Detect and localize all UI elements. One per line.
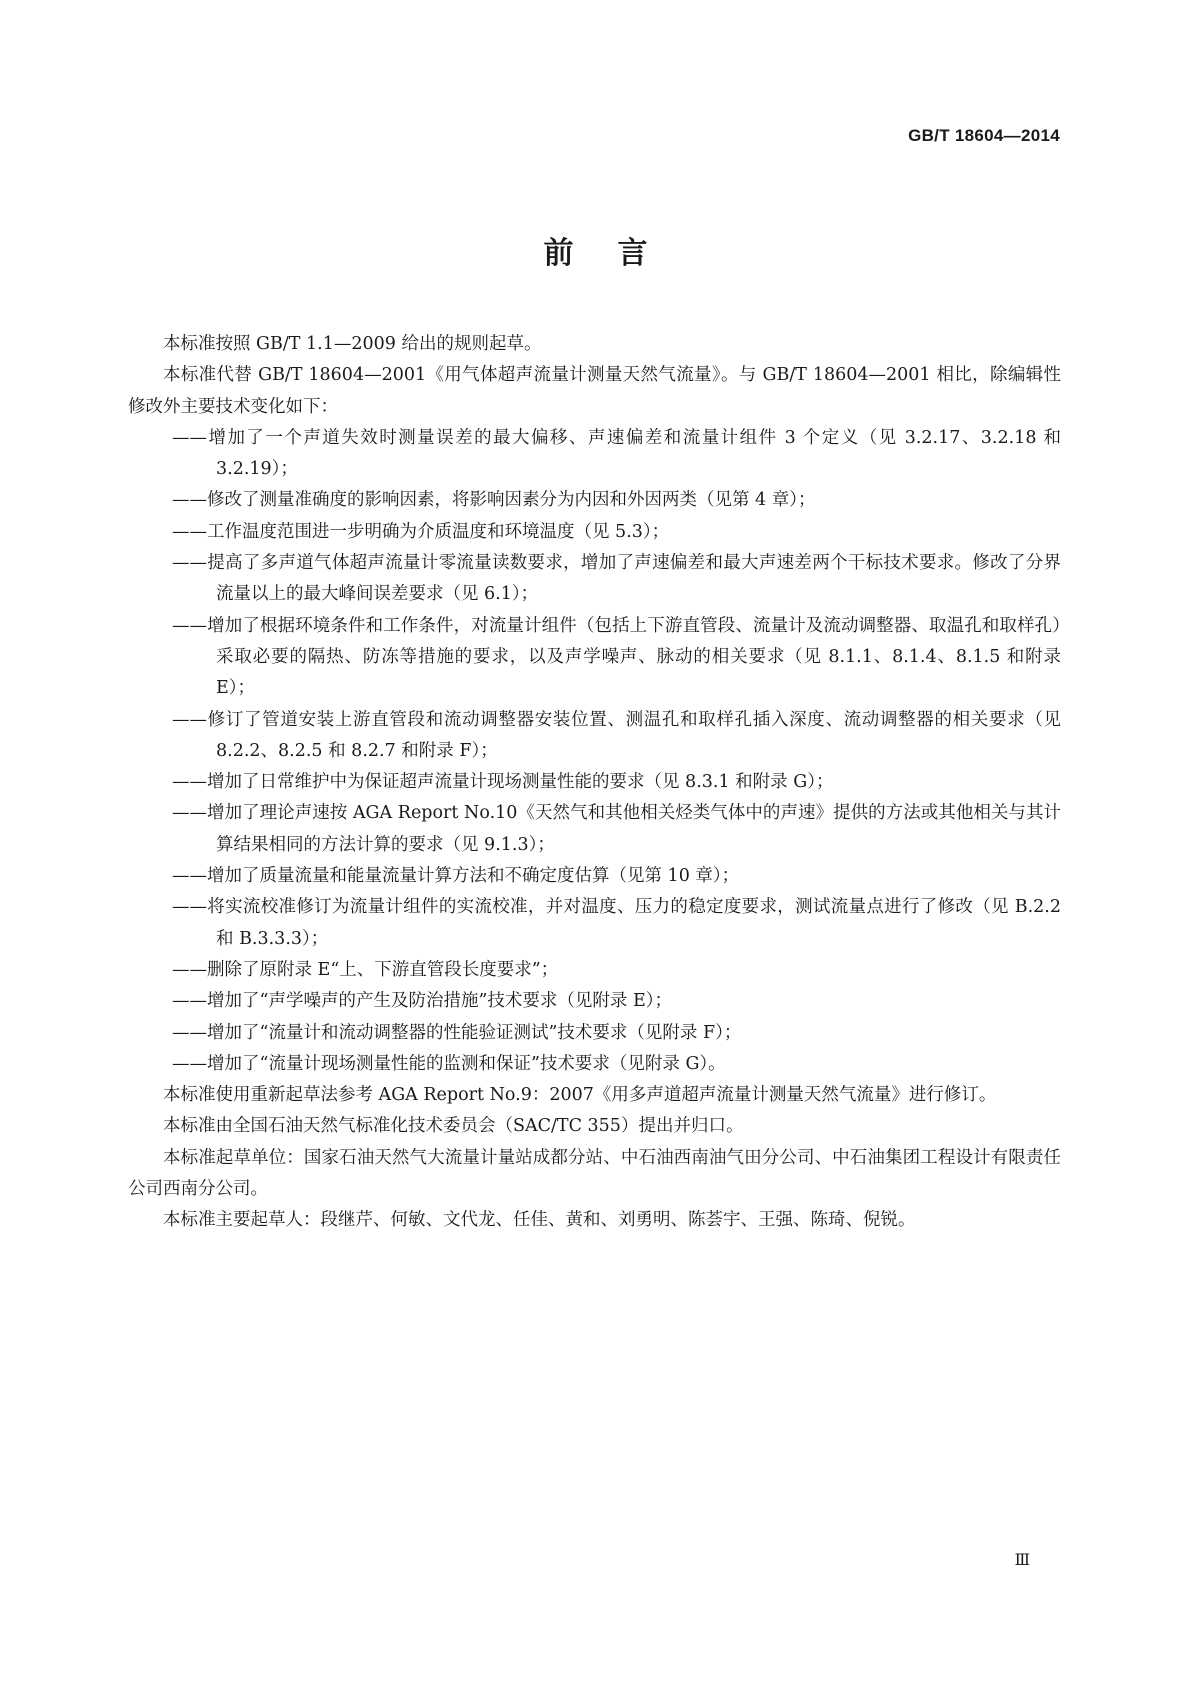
change-item: ——删除了原附录 E“上、下游直管段长度要求”； [172, 959, 559, 980]
paragraph-drafting-method: 本标准使用重新起草法参考 AGA Report No.9：2007《用多声道超声流量计测量天然气流量》进行修订。 [163, 1085, 997, 1106]
change-item: ——增加了理论声速按 AGA Report No.10《天然气和其他相关烃类气体中的声速》提供的方法或其他相关与其计算结果相同的方法计算的要求（见 9.1.3）； [172, 803, 1061, 855]
paragraph-drafting-units: 本标准起草单位：国家石油天然气大流量计量站成都分站、中石油西南油气田分公司、中石油集团工程设计有限责任公司西南分公司。 [128, 1147, 1061, 1200]
change-item: ——修订了管道安装上游直管段和流动调整器安装位置、测温孔和取样孔插入深度、流动调整器的相关要求（见 8.2.2、8.2.5 和 8.2.7 和附录 F）； [172, 709, 1061, 761]
change-item: ——将实流校准修订为流量计组件的实流校准，并对温度、压力的稳定度要求，测试流量点进行了修改（见 B.2.2 和 B.3.3.3）； [172, 897, 1061, 949]
paragraph-drafting-rules: 本标准按照 GB/T 1.1—2009 给出的规则起草。 [163, 334, 542, 354]
paragraph-replacement: 本标准代替 GB/T 18604—2001《用气体超声流量计测量天然气流量》。与 GB/T 18604—2001 相比，除编辑性修改外主要技术变化如下： [128, 365, 1061, 417]
change-item: ——工作温度范围进一步明确为介质温度和环境温度（见 5.3）； [172, 521, 670, 542]
change-item: ——增加了“流量计和流动调整器的性能验证测试”技术要求（见附录 F）； [172, 1022, 742, 1043]
change-item: ——增加了质量流量和能量流量计算方法和不确定度估算（见第 10 章）； [172, 866, 740, 887]
change-item: ——增加了日常维护中为保证超声流量计现场测量性能的要求（见 8.3.1 和附录 G）； [172, 772, 834, 793]
page-title: 前言 [543, 236, 692, 271]
change-item: ——修改了测量准确度的影响因素，将影响因素分为内因和外因两类（见第 4 章）； [172, 490, 816, 511]
change-item: ——提高了多声道气体超声流量计零流量读数要求，增加了声速偏差和最大声速差两个干标技术要求。修改了分界流量以上的最大峰间误差要求（见 6.1）； [172, 553, 1061, 605]
page-number: Ⅲ [1014, 1550, 1030, 1569]
change-item: ——增加了“声学噪声的产生及防治措施”技术要求（见附录 E）； [172, 991, 672, 1012]
preface-body [128, 329, 1061, 1237]
change-item: ——增加了根据环境条件和工作条件，对流量计组件（包括上下游直管段、流量计及流动调整器、取温孔和取样孔）采取必要的隔热、防冻等措施的要求，以及声学噪声、脉动的相关要求（见 8.1.1、8.1.4、8.1.5 和附录 E）； [172, 615, 1061, 699]
paragraph-proposer: 本标准由全国石油天然气标准化技术委员会（SAC/TC 355）提出并归口。 [163, 1116, 744, 1137]
change-item: ——增加了一个声道失效时测量误差的最大偏移、声速偏差和流量计组件 3 个定义（见 3.2.17、3.2.18 和 3.2.19）； [172, 427, 1061, 480]
change-item: ——增加了“流量计现场测量性能的监测和保证”技术要求（见附录 G）。 [172, 1053, 726, 1074]
standard-code: GB/T 18604—2014 [908, 126, 1060, 145]
paragraph-drafters: 本标准主要起草人：段继芹、何敏、文代龙、任佳、黄和、刘勇明、陈荟宇、王强、陈琦、倪锐。 [163, 1210, 916, 1231]
